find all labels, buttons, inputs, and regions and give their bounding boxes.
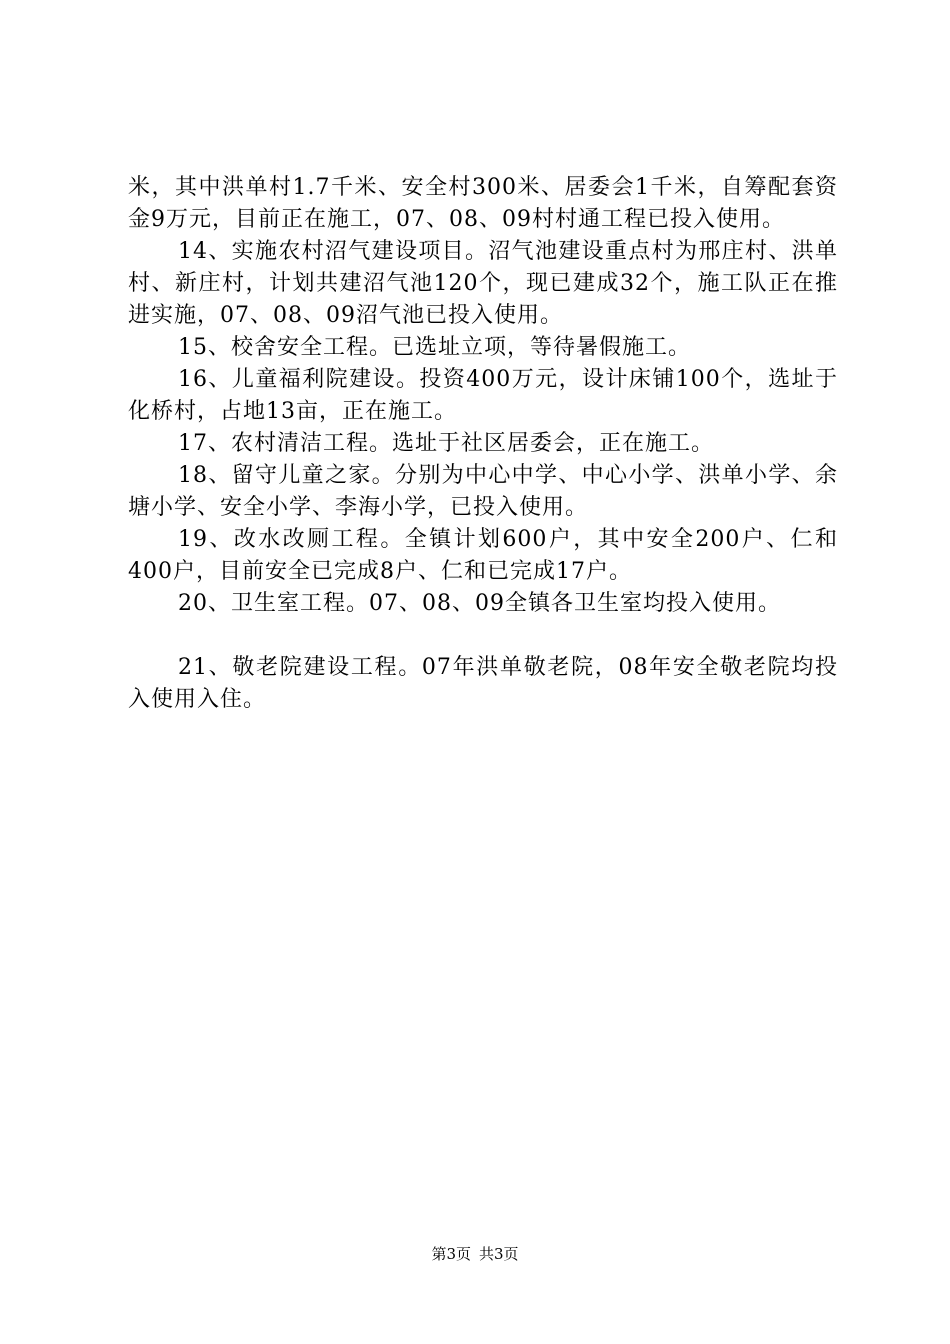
paragraph-item-15: 15、校舍安全工程。已选址立项，等待暑假施工。: [178, 335, 691, 360]
page-total: 共3页: [479, 1245, 519, 1263]
page-number: 第3页: [431, 1245, 471, 1263]
paragraph-item-17: 17、农村清洁工程。选址于社区居委会，正在施工。: [178, 431, 714, 456]
paragraph-item-20: 20、卫生室工程。07、08、09全镇各卫生室均投入使用。: [178, 591, 781, 616]
page-footer: [0, 1244, 950, 1264]
paragraph-item-14: 14、实施农村沼气建设项目。沼气池建设重点村为邢庄村、洪单村、新庄村，计划共建沼气池120个，现已建成32个，施工队正在推进实施，07、08、09沼气池已投入使用。: [128, 239, 838, 328]
document-body: [128, 172, 838, 716]
paragraph-item-18: 18、留守儿童之家。分别为中心中学、中心小学、洪单小学、余塘小学、安全小学、李海小学，已投入使用。: [128, 463, 838, 520]
paragraph-continuation: 米，其中洪单村1.7千米、安全村300米、居委会1千米，自筹配套资金9万元，目前正在施工，07、08、09村村通工程已投入使用。: [128, 175, 838, 232]
paragraph-item-19: 19、改水改厕工程。全镇计划600户，其中安全200户、仁和400户，目前安全已完成8户、仁和已完成17户。: [128, 527, 838, 584]
paragraph-item-16: 16、儿童福利院建设。投资400万元，设计床铺100个，选址于化桥村，占地13亩，正在施工。: [128, 367, 838, 424]
paragraph-item-21: 21、敬老院建设工程。07年洪单敬老院，08年安全敬老院均投入使用入住。: [128, 655, 838, 712]
